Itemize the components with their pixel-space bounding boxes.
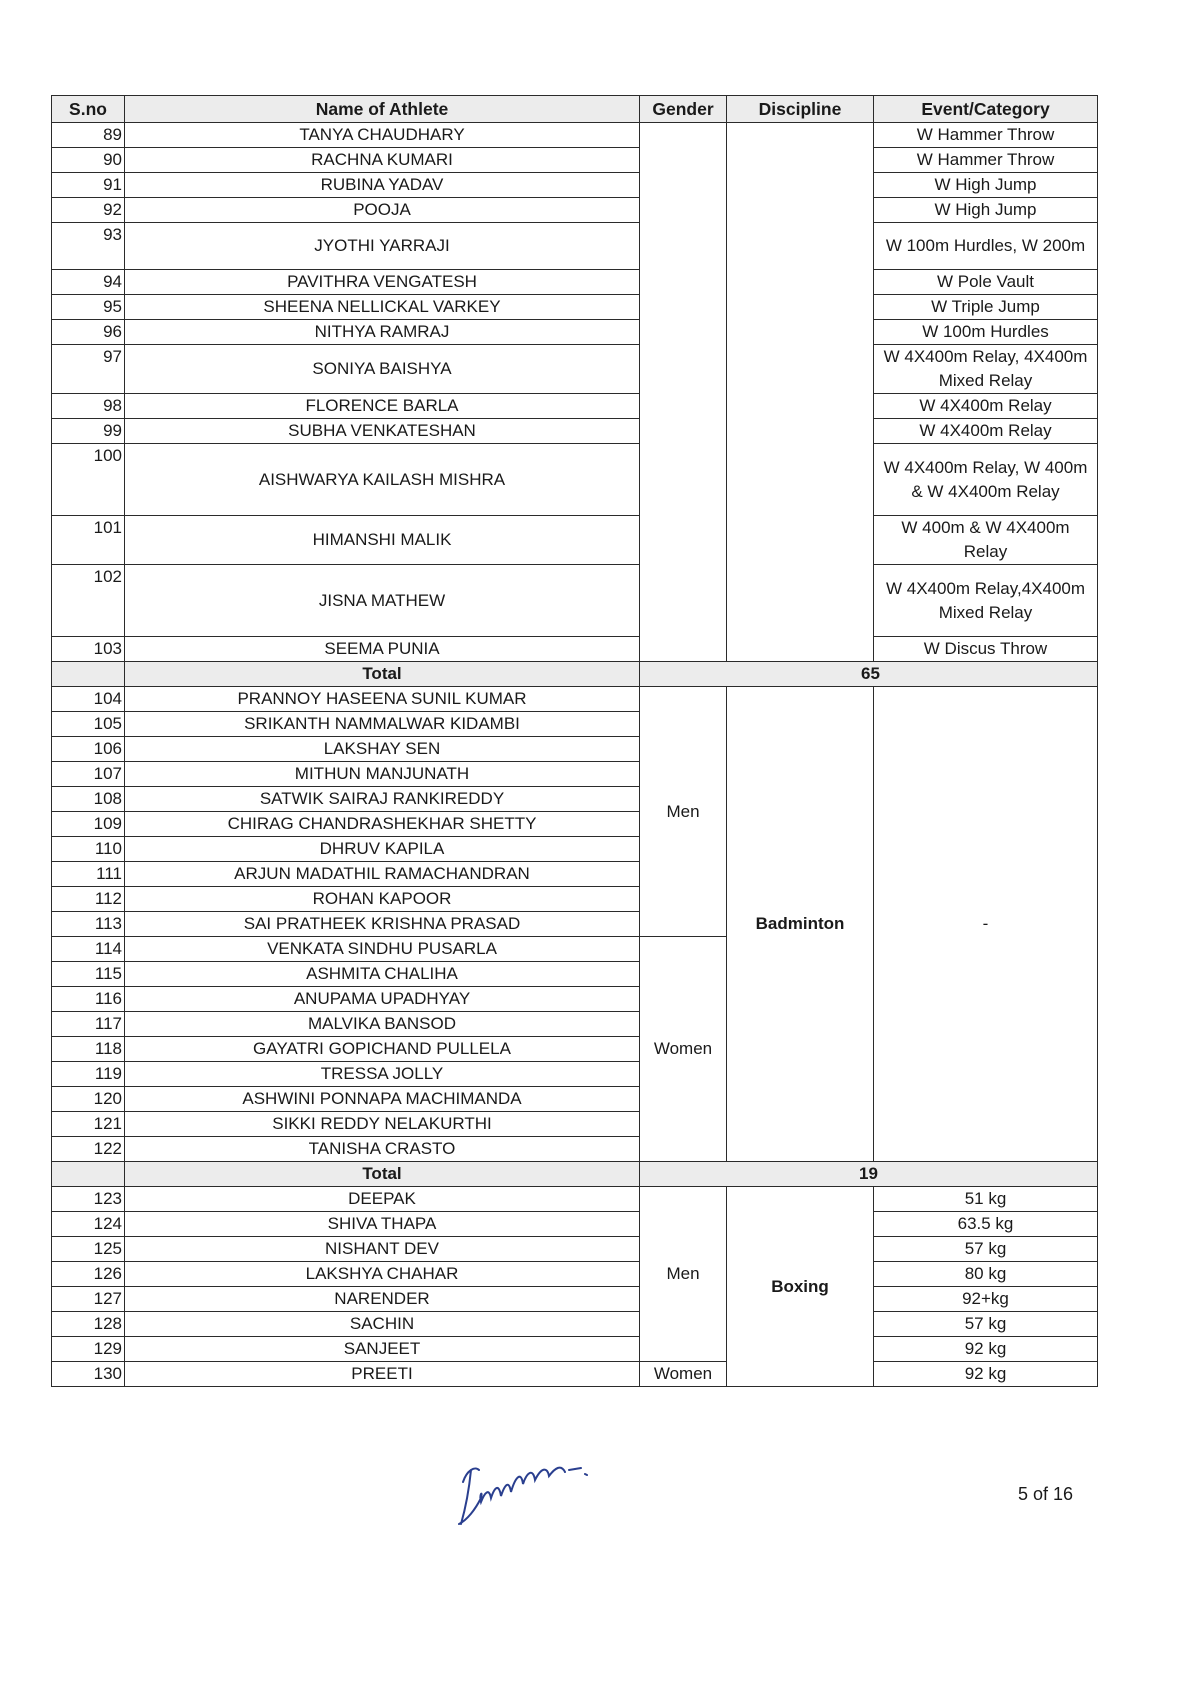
sno-cell: 89: [52, 123, 125, 148]
sno-cell: 127: [52, 1287, 125, 1312]
gender-women: Women: [640, 937, 727, 1162]
sno-cell: 97: [52, 345, 125, 394]
header-gender: Gender: [640, 96, 727, 123]
event-cell: 92 kg: [874, 1362, 1098, 1387]
discipline-boxing: Boxing: [727, 1187, 874, 1387]
sno-cell: 120: [52, 1087, 125, 1112]
total-label: Total: [125, 662, 640, 687]
table-row: [52, 1212, 1098, 1237]
total-label: Total: [125, 1162, 640, 1187]
athlete-name: ASHWINI PONNAPA MACHIMANDA: [125, 1087, 640, 1112]
event-dash: -: [874, 687, 1098, 1162]
sno-cell: 106: [52, 737, 125, 762]
athlete-name: SIKKI REDDY NELAKURTHI: [125, 1112, 640, 1137]
event-cell: W High Jump: [874, 198, 1098, 223]
athlete-name: VENKATA SINDHU PUSARLA: [125, 937, 640, 962]
athlete-name: SUBHA VENKATESHAN: [125, 419, 640, 444]
gender-men: Men: [640, 687, 727, 937]
event-cell: W Hammer Throw: [874, 123, 1098, 148]
athlete-name: MALVIKA BANSOD: [125, 1012, 640, 1037]
event-cell: W Pole Vault: [874, 270, 1098, 295]
sno-cell: 92: [52, 198, 125, 223]
table-row: [52, 565, 1098, 637]
table-row: [52, 637, 1098, 662]
table-row: [52, 198, 1098, 223]
event-cell: 92 kg: [874, 1337, 1098, 1362]
athlete-name: NISHANT DEV: [125, 1237, 640, 1262]
athlete-name: SONIYA BAISHYA: [125, 345, 640, 394]
athlete-name: PAVITHRA VENGATESH: [125, 270, 640, 295]
athlete-name: RACHNA KUMARI: [125, 148, 640, 173]
athlete-name: HIMANSHI MALIK: [125, 516, 640, 565]
event-cell: W 4X400m Relay,4X400m Mixed Relay: [874, 565, 1098, 637]
sno-cell: 124: [52, 1212, 125, 1237]
athlete-name: LAKSHYA CHAHAR: [125, 1262, 640, 1287]
sno-cell: 117: [52, 1012, 125, 1037]
sno-cell: 129: [52, 1337, 125, 1362]
sno-cell: 110: [52, 837, 125, 862]
sno-cell: 91: [52, 173, 125, 198]
total-count: 19: [640, 1162, 1098, 1187]
sno-cell: 119: [52, 1062, 125, 1087]
discipline-badminton: Badminton: [727, 687, 874, 1162]
sno-cell: 94: [52, 270, 125, 295]
sno-cell: 101: [52, 516, 125, 565]
athlete-name: SHEENA NELLICKAL VARKEY: [125, 295, 640, 320]
table-row: [52, 394, 1098, 419]
event-cell: W 400m & W 4X400m Relay: [874, 516, 1098, 565]
table-row: [52, 444, 1098, 516]
athlete-name: LAKSHAY SEN: [125, 737, 640, 762]
athlete-name: TANYA CHAUDHARY: [125, 123, 640, 148]
sno-cell: 93: [52, 223, 125, 270]
athlete-name: ANUPAMA UPADHYAY: [125, 987, 640, 1012]
table-row: [52, 516, 1098, 565]
table-row: [52, 320, 1098, 345]
event-cell: 57 kg: [874, 1312, 1098, 1337]
sno-cell: 107: [52, 762, 125, 787]
event-cell: 63.5 kg: [874, 1212, 1098, 1237]
event-cell: W Hammer Throw: [874, 148, 1098, 173]
athlete-name: NARENDER: [125, 1287, 640, 1312]
event-cell: W Discus Throw: [874, 637, 1098, 662]
sno-cell: 100: [52, 444, 125, 516]
sno-cell: 123: [52, 1187, 125, 1212]
athlete-name: RUBINA YADAV: [125, 173, 640, 198]
athlete-name: TRESSA JOLLY: [125, 1062, 640, 1087]
gender-cell: [640, 123, 727, 662]
sno-cell: 103: [52, 637, 125, 662]
sno-cell: 98: [52, 394, 125, 419]
athlete-name: NITHYA RAMRAJ: [125, 320, 640, 345]
athlete-name: PREETI: [125, 1362, 640, 1387]
table-row: [52, 1287, 1098, 1312]
athlete-name: ASHMITA CHALIHA: [125, 962, 640, 987]
header-name: Name of Athlete: [125, 96, 640, 123]
sno-cell: 114: [52, 937, 125, 962]
athlete-name: ARJUN MADATHIL RAMACHANDRAN: [125, 862, 640, 887]
signature: [445, 1440, 645, 1530]
discipline-cell: [727, 123, 874, 662]
table-body: [52, 123, 1098, 1387]
table-row: [52, 295, 1098, 320]
event-cell: W 100m Hurdles: [874, 320, 1098, 345]
event-cell: W 4X400m Relay, 4X400m Mixed Relay: [874, 345, 1098, 394]
sno-cell: 115: [52, 962, 125, 987]
sno-cell: 90: [52, 148, 125, 173]
athlete-name: SAI PRATHEEK KRISHNA PRASAD: [125, 912, 640, 937]
event-cell: 57 kg: [874, 1237, 1098, 1262]
athlete-name: SEEMA PUNIA: [125, 637, 640, 662]
athlete-name: ROHAN KAPOOR: [125, 887, 640, 912]
athlete-name: DHRUV KAPILA: [125, 837, 640, 862]
table-row: [52, 687, 1098, 712]
gender-women: Women: [640, 1362, 727, 1387]
athlete-name: SACHIN: [125, 1312, 640, 1337]
table-row: [52, 345, 1098, 394]
table-row: [52, 1337, 1098, 1362]
sno-cell: 108: [52, 787, 125, 812]
sno-cell: 99: [52, 419, 125, 444]
sno-cell: 95: [52, 295, 125, 320]
event-cell: W 4X400m Relay, W 400m & W 4X400m Relay: [874, 444, 1098, 516]
sno-cell: 121: [52, 1112, 125, 1137]
table-row: [52, 419, 1098, 444]
athlete-name: GAYATRI GOPICHAND PULLELA: [125, 1037, 640, 1062]
athlete-name: SANJEET: [125, 1337, 640, 1362]
header-event: Event/Category: [874, 96, 1098, 123]
athlete-name: POOJA: [125, 198, 640, 223]
athlete-name: SHIVA THAPA: [125, 1212, 640, 1237]
table-header-row: [52, 96, 1098, 123]
event-cell: W 4X400m Relay: [874, 419, 1098, 444]
table-row: [52, 1262, 1098, 1287]
sno-cell: 128: [52, 1312, 125, 1337]
table-row: [52, 1312, 1098, 1337]
sno-cell: 130: [52, 1362, 125, 1387]
sno-cell: 118: [52, 1037, 125, 1062]
table-row: [52, 270, 1098, 295]
total-count: 65: [640, 662, 1098, 687]
total-row: [52, 1162, 1098, 1187]
sno-cell: 105: [52, 712, 125, 737]
athlete-name: JISNA MATHEW: [125, 565, 640, 637]
total-blank: [52, 662, 125, 687]
table-row: [52, 1237, 1098, 1262]
header-sno: S.no: [52, 96, 125, 123]
sno-cell: 102: [52, 565, 125, 637]
athlete-name: SRIKANTH NAMMALWAR KIDAMBI: [125, 712, 640, 737]
athlete-name: AISHWARYA KAILASH MISHRA: [125, 444, 640, 516]
athlete-name: DEEPAK: [125, 1187, 640, 1212]
table-row: [52, 1187, 1098, 1212]
athlete-name: CHIRAG CHANDRASHEKHAR SHETTY: [125, 812, 640, 837]
sno-cell: 116: [52, 987, 125, 1012]
table-row: [52, 1362, 1098, 1387]
athlete-name: SATWIK SAIRAJ RANKIREDDY: [125, 787, 640, 812]
sno-cell: 104: [52, 687, 125, 712]
total-row: [52, 662, 1098, 687]
sno-cell: 112: [52, 887, 125, 912]
table-row: [52, 223, 1098, 270]
sno-cell: 126: [52, 1262, 125, 1287]
table-row: [52, 173, 1098, 198]
table-row: [52, 123, 1098, 148]
sno-cell: 111: [52, 862, 125, 887]
athlete-name: PRANNOY HASEENA SUNIL KUMAR: [125, 687, 640, 712]
event-cell: 92+kg: [874, 1287, 1098, 1312]
event-cell: 80 kg: [874, 1262, 1098, 1287]
event-cell: W High Jump: [874, 173, 1098, 198]
sno-cell: 125: [52, 1237, 125, 1262]
sno-cell: 96: [52, 320, 125, 345]
event-cell: W 4X400m Relay: [874, 394, 1098, 419]
event-cell: W Triple Jump: [874, 295, 1098, 320]
sno-cell: 109: [52, 812, 125, 837]
table-row: [52, 148, 1098, 173]
page-number: 5 of 16: [1018, 1484, 1074, 1504]
athlete-name: FLORENCE BARLA: [125, 394, 640, 419]
event-cell: 51 kg: [874, 1187, 1098, 1212]
athlete-name: TANISHA CRASTO: [125, 1137, 640, 1162]
athlete-table: [51, 95, 1098, 1387]
header-discipline: Discipline: [727, 96, 874, 123]
event-cell: W 100m Hurdles, W 200m: [874, 223, 1098, 270]
sno-cell: 122: [52, 1137, 125, 1162]
athlete-name: JYOTHI YARRAJI: [125, 223, 640, 270]
gender-men: Men: [640, 1187, 727, 1362]
sno-cell: 113: [52, 912, 125, 937]
total-blank: [52, 1162, 125, 1187]
athlete-name: MITHUN MANJUNATH: [125, 762, 640, 787]
